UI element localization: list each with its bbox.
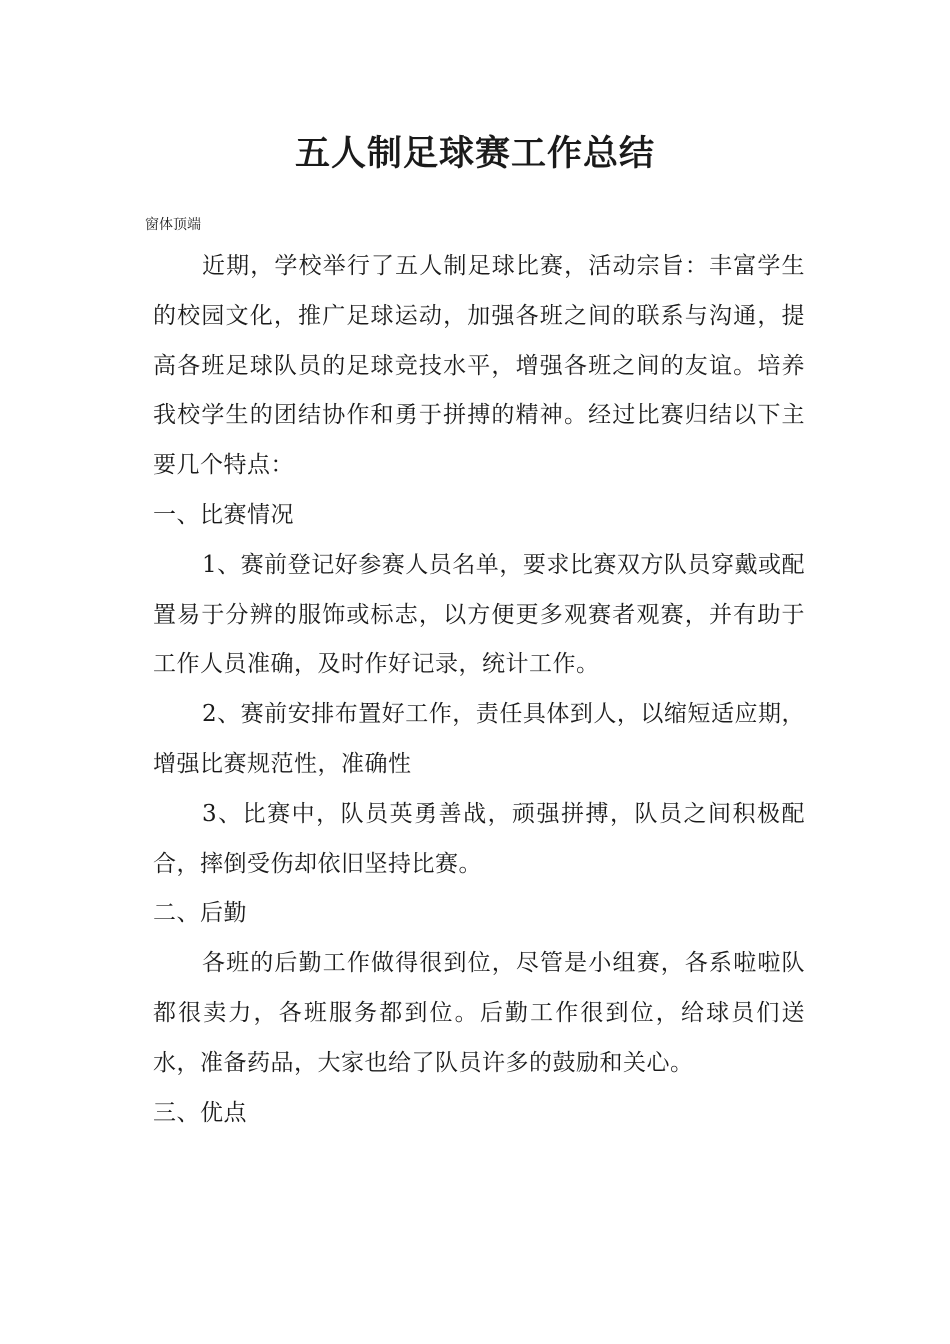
- paragraph-intro: 近期，学校举行了五人制足球比赛，活动宗旨：丰富学生的校园文化，推广足球运动，加强各班之间的联系与沟通，提高各班足球队员的足球竞技水平，增强各班之间的友谊。培养我校学生的团结协作和勇于拼搏的精神。经过比赛归结以下主要几个特点：: [153, 253, 805, 479]
- section-heading-logistics: 二、后勤: [153, 900, 247, 927]
- section-heading-strengths: 三、优点: [153, 1099, 247, 1126]
- document-body: [153, 242, 805, 1138]
- document-title: 五人制足球赛工作总结: [294, 133, 655, 174]
- form-top-label: 窗体顶端: [145, 217, 201, 233]
- paragraph-item-3: 3、比赛中，队员英勇善战，顽强拼搏，队员之间积极配合，摔倒受伤却依旧坚持比赛。: [153, 800, 805, 877]
- paragraph-item-2: 2、赛前安排布置好工作，责任具体到人，以缩短适应期，增强比赛规范性，准确性: [153, 701, 805, 777]
- section-heading-match-status: 一、比赛情况: [153, 501, 294, 528]
- paragraph-item-1: 1、赛前登记好参赛人员名单，要求比赛双方队员穿戴或配置易于分辨的服饰或标志，以方便更多观赛者观赛，并有助于工作人员准确，及时作好记录，统计工作。: [153, 551, 805, 678]
- paragraph-logistics: 各班的后勤工作做得很到位，尽管是小组赛，各系啦啦队都很卖力，各班服务都到位。后勤工作很到位，给球员们送水，准备药品，大家也给了队员许多的鼓励和关心。: [153, 950, 805, 1076]
